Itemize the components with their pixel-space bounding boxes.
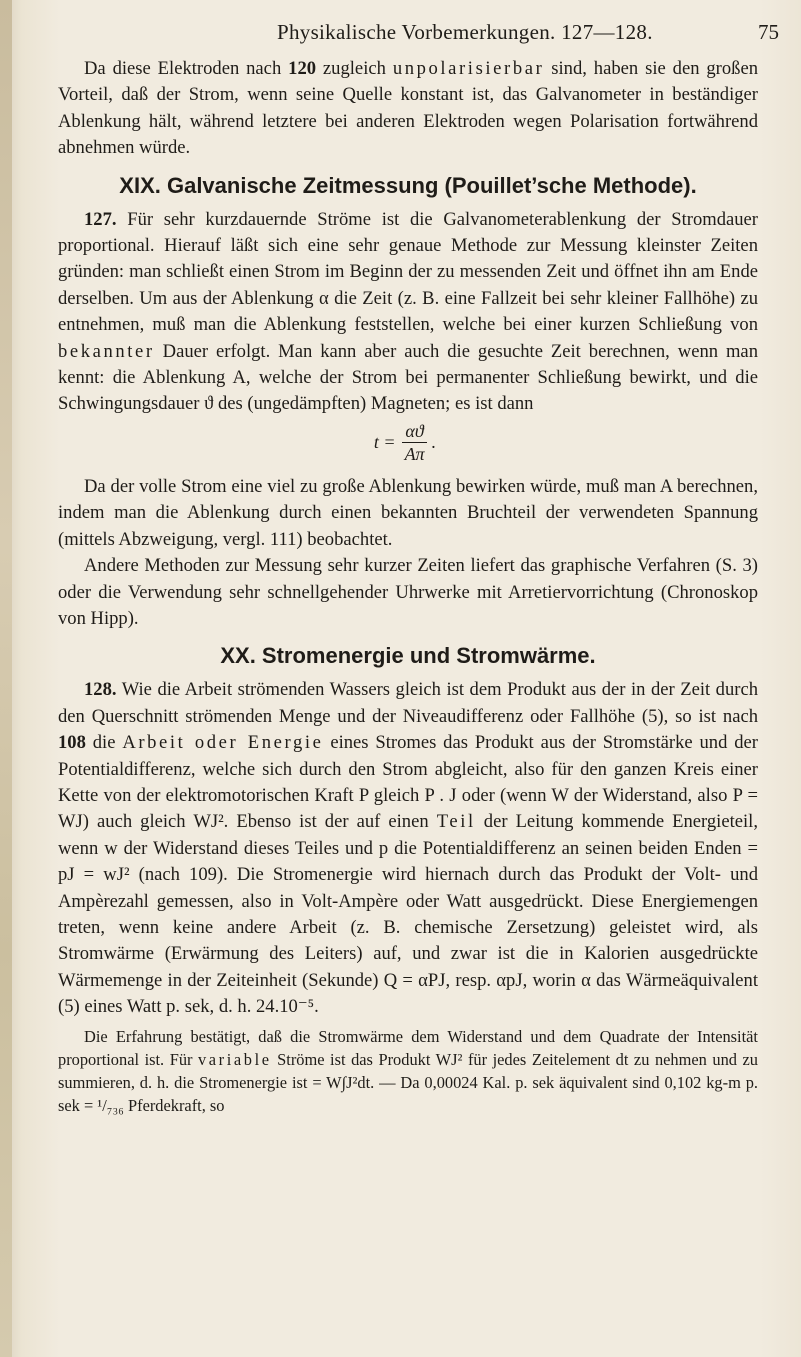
running-head: Physikalische Vorbemerkungen. 127—128.	[277, 20, 653, 44]
text: eines Stromes das Produkt aus der Stromstärke und der Potentialdifferenz, welche sich durch den Strom abgleicht, also für den ganzen Kreis einer Kette von der elektromotorischen Kraft P gleich P . J oder (wenn W der Widerstand, also P = WJ) auch gleich WJ². Ebenso ist der auf einen	[58, 732, 759, 833]
paragraph-experience	[58, 1025, 758, 1117]
text: Da diese Elektroden nach	[84, 58, 289, 79]
body-text	[58, 56, 758, 1117]
formula-fraction	[402, 420, 428, 465]
paragraph-127	[58, 207, 758, 418]
text: Wie die Arbeit strömenden Wassers gleich ist dem Produkt aus der in der Zeit durch den Querschnitt strömenden Menge und der Niveaudifferenz oder Fallhöhe (5), so ist nach	[58, 679, 758, 727]
ref-number: 108	[58, 732, 86, 754]
text: Für sehr kurzdauernde Ströme ist die Galvanometerablenkung der Stromdauer proportional. Hierauf läßt sich eine sehr genaue Methode zur Messung kleinster Zeiten gründen: man schließt einen Strom im Beginn der zu messenden Zeit und öffnet ihn am Ende derselben. Um aus der Ablenkung α die Zeit (z. B. eine Fallzeit bei sehr kleiner Fallhöhe) zu entnehmen, muß man die Ablenkung feststellen, welche bei einer kurzen Schließung von	[58, 208, 758, 336]
emphasis: unpolarisierbar	[392, 58, 545, 79]
page-header	[0, 20, 801, 48]
ref-number: 120	[288, 58, 317, 79]
section-number: 127.	[84, 208, 117, 230]
small-print-note	[58, 1025, 758, 1117]
formula-numerator: αϑ	[402, 420, 426, 443]
formula-denominator: Aπ	[404, 443, 425, 464]
section-heading-xix: XIX. Galvanische Zeitmessung (Pouillet’sche Methode).	[119, 172, 697, 198]
text: die	[85, 732, 123, 754]
formula-time	[58, 420, 758, 470]
page-number: 75	[758, 20, 779, 44]
text: Ströme ist das Produkt WJ² für jedes Zeitelement dt zu nehmen und zu summieren, d. h. die Stromenergie ist = W∫J²dt. — Da 0,00024 Kal. p. sek äquivalent sind 0,102 kg-m p. sek = ¹/₇₃₆ Pferdekraft, so	[58, 1049, 758, 1115]
formula-lhs: t =	[373, 432, 396, 453]
text: Dauer erfolgt. Man kann aber auch die gesuchte Zeit berechnen, wenn man kennt: die Ablenkung A, welche der Strom bei permanenter Schließung bewirkt, und die Schwingungsdauer ϑ des (ungedämpften) Magneten; es ist dann	[58, 340, 758, 415]
text: der Leitung kommende Energieteil, wenn w der Widerstand dieses Teiles und p die Potentialdifferenz an seinen beiden Enden = pJ = wJ² (nach 109). Die Stromenergie wird hiernach durch das Produkt der Volt- und Ampèrezahl gemessen, also in Volt-Ampère oder Watt ausgedrückt. Diese Energiemengen treten, wenn keine andere Arbeit (z. B. chemische Zersetzung) geleistet wird, als Stromwärme (Erwärmung des Leiters) auf, und zwar ist die in Kalorien ausgedrückte Wärmemenge in der Zeiteinheit (Sekunde) Q = αPJ, resp. αpJ, worin α das Wärmeäquivalent (5) eines Watt p. sek, d. h. 24.10⁻⁵.	[58, 811, 759, 1018]
paragraph-electrodes	[58, 56, 758, 162]
emphasis: variable	[198, 1049, 272, 1069]
paragraph-full-current: Da der volle Strom eine viel zu große Ablenkung bewirken würde, muß man A berechnen, indem man die Ablenkung durch einen bekannten Bruchteil der verwendeten Spannung (mittels Abzweigung, vergl. 111) beobachtet.	[58, 475, 758, 550]
emphasis: Teil	[436, 811, 476, 833]
emphasis: Arbeit oder Energie	[122, 732, 324, 754]
section-heading-xx: XX. Stromenergie und Stromwärme.	[220, 643, 596, 669]
paragraph-other-methods: Andere Methoden zur Messung sehr kurzer Zeiten liefert das graphische Verfahren (S. 3) oder die Verwendung sehr schnellgehender Uhrwerke mit Arretiervorrichtung (Chronoskop von Hipp).	[58, 555, 758, 629]
paragraph-128	[58, 677, 758, 1020]
section-number: 128.	[84, 679, 117, 701]
emphasis: bekannter	[58, 340, 155, 362]
text: sind, haben sie den großen Vorteil, daß der Strom, wenn seine Quelle konstant ist, das Galvanometer in beständiger Ablenkung hält, während letztere bei anderen Elektroden wegen Polarisation fortwährend abnehmen würde.	[58, 58, 759, 159]
text: Die Erfahrung bestätigt, daß die Stromwärme dem Widerstand und dem Quadrate der Intensität proportional ist. Für	[58, 1026, 758, 1069]
book-gutter-edge	[0, 0, 12, 1357]
text: zugleich	[316, 58, 393, 79]
formula-period: .	[431, 432, 437, 453]
